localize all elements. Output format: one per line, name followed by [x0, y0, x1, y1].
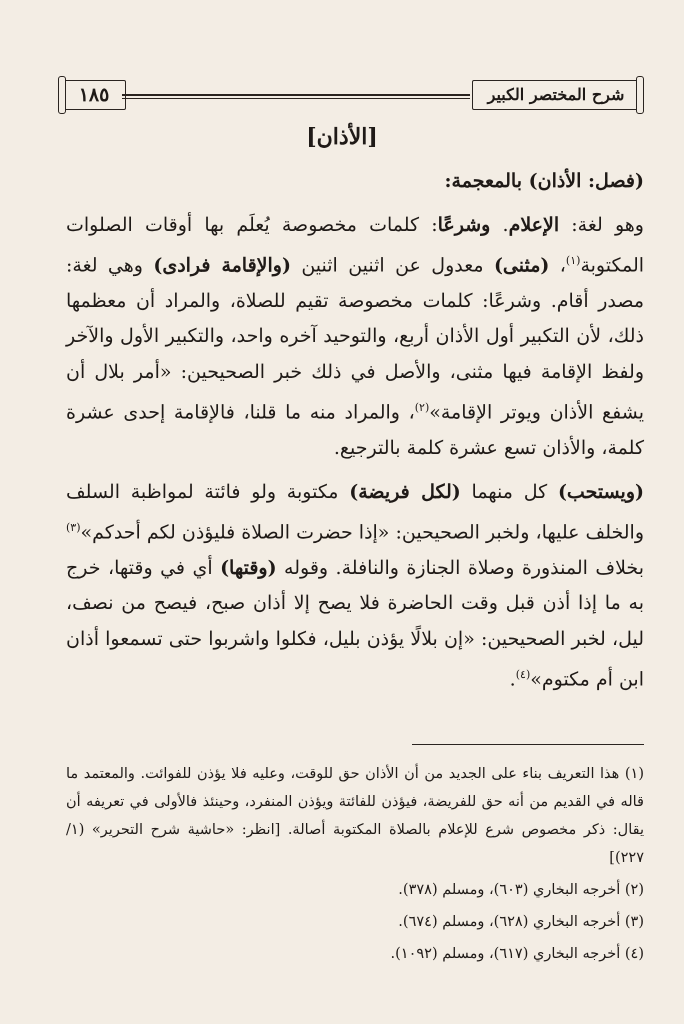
text-run: كل منهما [460, 480, 558, 503]
bold-term: (والإقامة فرادى) [153, 254, 291, 277]
text-run: : كلمات مخصوصة يُعلَم بها أوقات الصلوات المكتوبة [66, 213, 645, 277]
footnote: (٣) أخرجه البخاري (٦٢٨)، ومسلم (٦٧٤). [398, 914, 644, 930]
bold-term: وشرعًا [437, 213, 491, 236]
text-run: معدول عن اثنين اثنين [290, 254, 494, 277]
footnote-ref: (٤) [515, 668, 531, 682]
page-number: ١٨٥ [62, 80, 126, 110]
scroll-ornament-left [58, 76, 66, 114]
text-run: بخلاف المنذورة وصلاة الجنازة والنافلة. وقوله [276, 556, 644, 579]
footnote-ref: (٣) [66, 521, 81, 535]
footnote: (٤) أخرجه البخاري (٦١٧)، ومسلم (١٠٩٢). [390, 946, 644, 962]
header-rule [122, 94, 470, 96]
paragraph-2 [66, 475, 644, 699]
book-title: شرح المختصر الكبير [472, 80, 640, 110]
text-run: ، [549, 254, 566, 277]
footnotes [66, 760, 644, 972]
text-run: ، والمراد منه ما قلنا، فالإقامة إحدى عشرة كلمة، والأذان تسع عشرة كلمة بالترجيع. [66, 401, 644, 460]
bold-term: الإعلام [508, 213, 560, 236]
text-run: مكتوبة ولو فائتة لمواظبة السلف والخلف عليها، ولخبر الصحيحين: «إذا حضرت الصلاة فليؤذن لكم أحدكم» [66, 480, 644, 544]
footnote-ref: (١) [565, 254, 581, 267]
text-run: . [490, 213, 509, 236]
footnote: (١) هذا التعريف بناء على الجديد من أن الأذان حق للوقت، وعليه فلا يؤذن للفوائت. والمعتمد ما قاله في القديم من أنه حق للفريضة، فيؤذن للفائتة ويؤذن المنفرد، وحينئذ فالأولى في تعريفه أن يقال: ذكر مخصوص شرع للإعلام بالصلاة المكتوبة أصالة. [انظر: «حاشية شرح التحرير» (١/ ٢٢٧)] [66, 766, 644, 866]
footnote-ref: (٢) [414, 401, 430, 415]
text-run: أي في وقتها، خرج به ما إذا أذن قبل وقت الحاضرة فلا يصح إلا أذان صبح، فيصح من نصف، ليل، لخبر الصحيحين: «إن بلالًا يؤذن بليل، فكلوا واشربوا حتى تسمعوا أذان ابن أم مكتوم» [66, 556, 644, 691]
text-run: وهي لغة: مصدر أقام. وشرعًا: كلمات مخصوصة تقيم للصلاة، والمراد أن معظمها ذلك، لأن التكبير أول الأذان أربع، والتوحيد آخره واحد، والتكبير الأول والآخر ولفظ الإقامة فيها مثنى، والأصل في ذلك خبر الصحيحين: «أمر بلال أن يشفع الأذان ويوتر الإقامة» [66, 254, 644, 424]
text-run: . [509, 668, 516, 691]
footnote-separator [412, 744, 644, 745]
paragraph-1 [66, 208, 644, 467]
header-rule-thin [122, 98, 470, 99]
text-run: وهو لغة: [559, 213, 644, 236]
bold-term: (لكل فريضة) [349, 480, 461, 503]
footnote: (٢) أخرجه البخاري (٦٠٣)، ومسلم (٣٧٨). [398, 882, 644, 898]
running-header [62, 80, 640, 112]
bold-term: (وقتها) [220, 556, 277, 579]
bold-term: (مثنى) [493, 254, 550, 277]
main-text [66, 164, 644, 706]
bold-term: (ويستحب) [557, 480, 644, 503]
scroll-ornament-right [636, 76, 644, 114]
chapter-title: [الأذان] [306, 124, 378, 150]
section-heading: (فصل: الأذان) بالمعجمة: [444, 170, 644, 192]
